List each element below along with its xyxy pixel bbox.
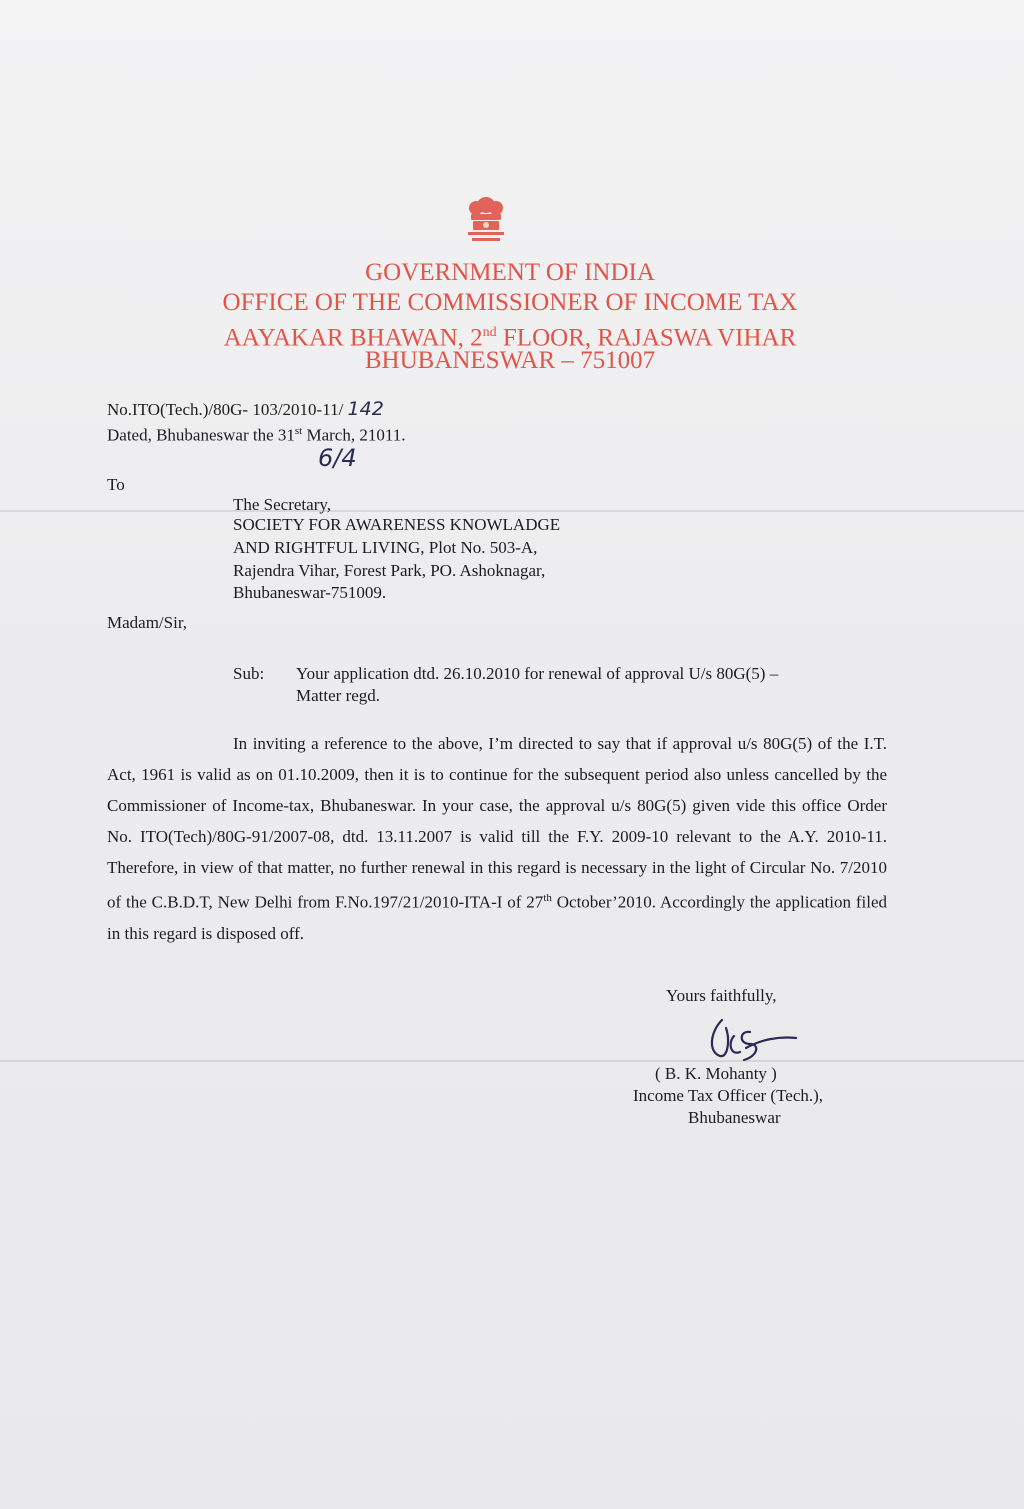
letterhead-address: AAYAKAR BHAWAN, 2nd FLOOR, RAJASWA VIHAR — [223, 324, 797, 352]
subject-text-continued: Matter regd. — [296, 686, 381, 705]
to-label: To — [107, 475, 125, 494]
letterhead-city: BHUBANESWAR – 751007 — [364, 347, 656, 374]
signature-icon — [700, 1010, 800, 1068]
paper-fold-line — [0, 510, 1024, 512]
reference-number: No.ITO(Tech.)/80G- 103/2010-11/ 142 — [107, 398, 384, 420]
salutation: Madam/Sir, — [107, 613, 188, 632]
signatory-place: Bhubaneswar — [688, 1108, 781, 1127]
body-paragraph: In inviting a reference to the above, I’m directed to say that if approval u/s 80G(5) of the I.T. Act, 1961 is valid as on 01.10.2009, then it is to continue for the subsequent period also unless cancelled by the Commissioner of Income-tax, Bhubaneswar. In your case, the approval u/s 80G(5) given vide this office Order No. ITO(Tech)/80G-91/2007-08, dtd. 13.11.2007 is valid till the F.Y. 2009-10 relevant to the A.Y. 2010-11. Therefore, in view of that matter, no further renewal in this regard is necessary in the light of Circular No. 7/2010 of the C.B.D.T, New Delhi from F.No.197/21/2010-ITA-I of 27th October’2010. Accordingly the application filed in this regard is disposed off. — [107, 734, 888, 943]
national-emblem-icon — [462, 195, 510, 245]
address-line: AND RIGHTFUL LIVING, Plot No. 503-A, — [233, 538, 538, 557]
reference-date: Dated, Bhubaneswar the 31st March, 21011. — [107, 425, 406, 445]
closing-yours-faithfully: Yours faithfully, — [666, 986, 777, 1005]
handwritten-note: 6/4 — [318, 444, 357, 472]
letterhead-office: OFFICE OF THE COMMISSIONER OF INCOME TAX — [222, 289, 798, 316]
signatory-name: ( B. K. Mohanty ) — [655, 1064, 777, 1083]
address-line: The Secretary, — [233, 495, 332, 514]
letterhead-government: GOVERNMENT OF INDIA — [365, 259, 655, 286]
signatory-designation: Income Tax Officer (Tech.), — [633, 1086, 824, 1105]
address-line: SOCIETY FOR AWARENESS KNOWLADGE — [233, 515, 561, 534]
handwritten-number: 142 — [347, 398, 384, 420]
paper-fold-line — [0, 1060, 1024, 1062]
address-line: Rajendra Vihar, Forest Park, PO. Ashoknagar, — [233, 561, 546, 580]
subject-label: Sub: — [233, 664, 265, 683]
address-line: Bhubaneswar-751009. — [233, 583, 387, 602]
subject-text: Your application dtd. 26.10.2010 for renewal of approval U/s 80G(5) – — [296, 664, 779, 683]
